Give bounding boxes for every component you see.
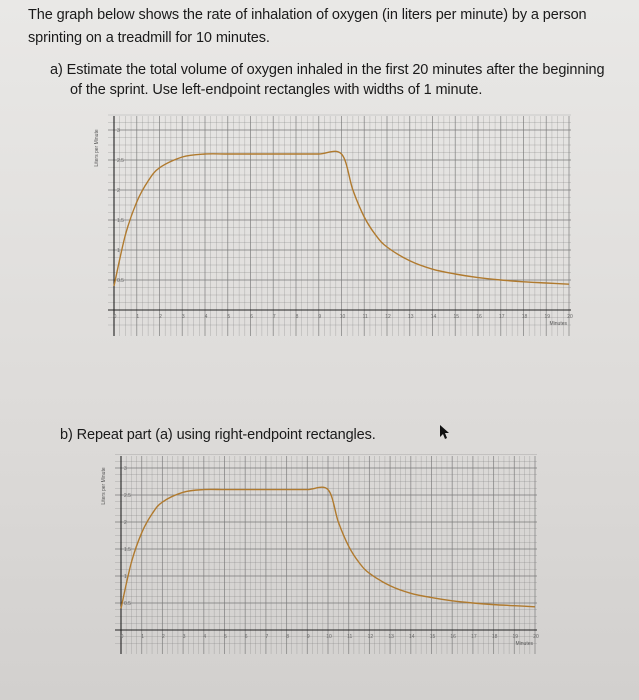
y-axis-title: Liters per Minute bbox=[101, 467, 107, 505]
y-tick-label: 0.5 bbox=[124, 601, 131, 607]
x-tick-label: 18 bbox=[521, 314, 528, 320]
y-tick-label: 2 bbox=[117, 188, 120, 194]
x-tick-label: 5 bbox=[227, 314, 231, 320]
y-axis-title: Liters per Minute bbox=[94, 129, 100, 167]
y-tick-label: 0.5 bbox=[117, 278, 124, 284]
intro-line-1: The graph below shows the rate of inhalation of oxygen (in liters per minute) by a person bbox=[28, 7, 587, 23]
part-a-line-1: a) Estimate the total volume of oxygen inhaled in the first 20 minutes after the beginning bbox=[50, 62, 605, 78]
x-tick-label: 13 bbox=[407, 314, 414, 320]
y-tick-label: 2.5 bbox=[117, 158, 124, 164]
y-tick-label: 3 bbox=[124, 466, 127, 472]
y-tick-label: 1 bbox=[117, 248, 120, 254]
y-tick-label: 1.5 bbox=[117, 218, 124, 224]
x-tick-label: 3 bbox=[182, 634, 186, 640]
x-axis-title: Minutes bbox=[549, 321, 567, 327]
x-tick-label: 17 bbox=[498, 314, 505, 320]
x-tick-label: 15 bbox=[429, 634, 436, 640]
x-tick-label: 16 bbox=[476, 314, 482, 320]
x-tick-label: 0 bbox=[113, 314, 117, 320]
x-tick-label: 11 bbox=[347, 634, 353, 640]
x-tick-label: 12 bbox=[385, 314, 391, 320]
x-tick-label: 16 bbox=[450, 634, 456, 640]
y-tick-label: 2 bbox=[124, 520, 127, 526]
x-tick-label: 19 bbox=[544, 314, 551, 320]
part-b-text: b) Repeat part (a) using right-endpoint rectangles. bbox=[60, 427, 376, 443]
grid-lines bbox=[108, 115, 571, 336]
graph-part-b bbox=[95, 450, 540, 662]
x-tick-label: 1 bbox=[141, 634, 145, 640]
mouse-cursor-icon bbox=[438, 424, 450, 440]
x-tick-label: 0 bbox=[120, 634, 124, 640]
x-tick-label: 7 bbox=[265, 634, 269, 640]
x-tick-label: 2 bbox=[159, 314, 162, 320]
intro-line-2: sprinting on a treadmill for 10 minutes. bbox=[28, 30, 270, 46]
x-tick-label: 7 bbox=[272, 314, 276, 320]
x-tick-label: 19 bbox=[512, 634, 519, 640]
x-tick-label: 10 bbox=[326, 634, 332, 640]
x-tick-label: 20 bbox=[567, 314, 573, 320]
x-tick-label: 10 bbox=[339, 314, 346, 320]
y-tick-label: 3 bbox=[117, 128, 120, 134]
x-tick-label: 8 bbox=[286, 634, 289, 640]
graph-part-a bbox=[88, 110, 573, 342]
x-tick-label: 1 bbox=[136, 314, 140, 320]
part-a-line-2: of the sprint. Use left-endpoint rectangles with widths of 1 minute. bbox=[70, 82, 483, 98]
y-tick-label: 1 bbox=[124, 574, 127, 580]
x-tick-label: 2 bbox=[162, 634, 165, 640]
x-tick-label: 20 bbox=[533, 634, 539, 640]
x-tick-label: 12 bbox=[367, 634, 374, 640]
x-tick-label: 15 bbox=[453, 314, 460, 320]
x-tick-label: 11 bbox=[362, 314, 368, 320]
x-axis-title: Minutes bbox=[515, 641, 533, 647]
x-tick-label: 13 bbox=[388, 634, 394, 640]
x-tick-label: 5 bbox=[224, 634, 227, 640]
x-tick-label: 14 bbox=[430, 314, 437, 320]
x-tick-label: 6 bbox=[250, 314, 253, 320]
y-tick-label: 2.5 bbox=[124, 493, 131, 499]
x-tick-label: 4 bbox=[204, 314, 208, 320]
x-tick-label: 3 bbox=[181, 314, 185, 320]
x-tick-label: 18 bbox=[491, 634, 498, 640]
x-tick-label: 8 bbox=[295, 314, 299, 320]
x-tick-label: 14 bbox=[409, 634, 415, 640]
x-tick-label: 4 bbox=[203, 634, 207, 640]
grid-lines bbox=[115, 455, 537, 655]
x-tick-label: 17 bbox=[471, 634, 477, 640]
x-tick-label: 9 bbox=[318, 314, 322, 320]
x-tick-label: 6 bbox=[244, 634, 248, 640]
y-tick-label: 1.5 bbox=[124, 547, 131, 553]
x-tick-label: 9 bbox=[306, 634, 310, 640]
